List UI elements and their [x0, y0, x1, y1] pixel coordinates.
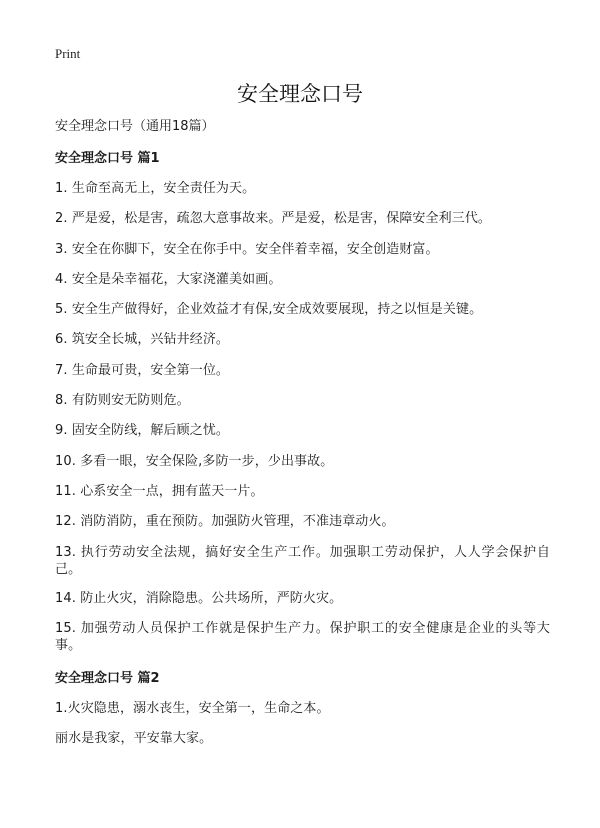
slogan-item: 5. 安全生产做得好，企业效益才有保,安全成效要展现，持之以恒是关键。: [55, 302, 483, 318]
slogan-item: 4. 安全是朵幸福花，大家浇灌美如画。: [55, 271, 282, 287]
slogan-item: 丽水是我家，平安靠大家。: [55, 731, 213, 747]
slogan-item: 1. 生命至高无上，安全责任为天。: [55, 181, 256, 196]
slogan-item: 10. 多看一眼，安全保险,多防一步，少出事故。: [55, 453, 334, 469]
section-heading: 安全理念口号 篇1: [55, 151, 160, 166]
print-link[interactable]: Print: [55, 46, 81, 61]
slogan-item: 8. 有防则安无防则危。: [55, 393, 190, 409]
slogan-item: 2. 严是爱，松是害，疏忽大意事故来。严是爱，松是害，保障安全利三代。: [55, 211, 492, 227]
slogan-item: 9. 固安全防线，解后顾之忧。: [55, 423, 230, 439]
slogan-item: 7. 生命最可贵，安全第一位。: [55, 362, 230, 378]
slogan-item: 1.火灾隐患，溺水丧生，安全第一，生命之本。: [55, 701, 330, 717]
document-body: [55, 118, 550, 761]
slogan-item: 13. 执行劳动安全法规，搞好安全生产工作。加强职工劳动保护，人人学会保护自己。: [55, 544, 550, 577]
slogan-item: 6. 筑安全长城，兴钻井经济。: [55, 332, 230, 348]
slogan-item: 14. 防止火灾，消除隐患。公共场所，严防火灾。: [55, 590, 343, 606]
slogan-item: 12. 消防消防，重在预防。加强防火管理，不准违章动火。: [55, 514, 395, 530]
document-subtitle: 安全理念口号（通用18篇）: [55, 119, 215, 134]
document-title: 安全理念口号: [237, 82, 363, 106]
section-2: [55, 670, 550, 748]
slogan-item: 11. 心系安全一点，拥有蓝天一片。: [55, 483, 264, 499]
slogan-item: 3. 安全在你脚下，安全在你手中。安全伴着幸福，安全创造财富。: [55, 241, 439, 257]
slogan-item: 15. 加强劳动人员保护工作就是保护生产力。保护职工的安全健康是企业的头等大事。: [55, 621, 550, 654]
section-1: [55, 150, 550, 654]
section-heading: 安全理念口号 篇2: [55, 671, 160, 687]
